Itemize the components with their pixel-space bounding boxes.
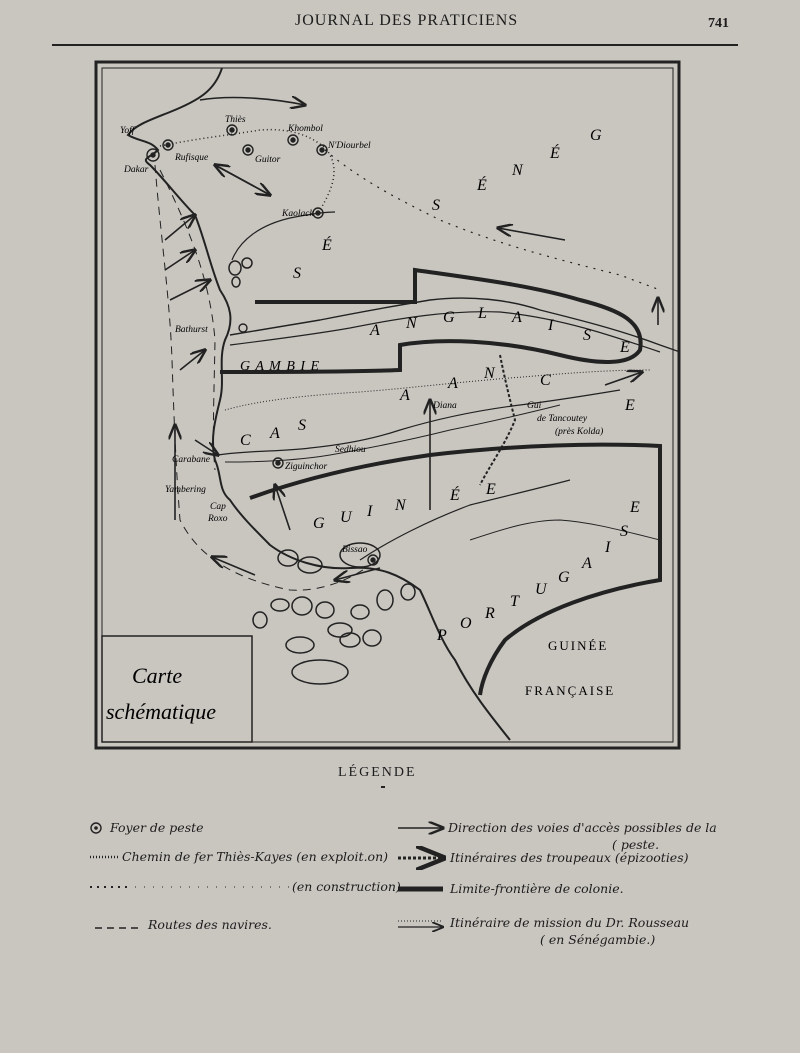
region-anglaise-letter: G [443, 309, 455, 326]
region-anglaise-letter: S [583, 327, 591, 344]
place-bathurst: Bathurst [175, 325, 208, 335]
region-anglaise-letter: I [548, 317, 554, 334]
place-kaolack: Kaolack [282, 209, 314, 219]
journal-title: JOURNAL DES PRATICIENS [295, 12, 519, 29]
region-anglaise-letter: L [478, 305, 487, 322]
place-diana: Diana [433, 401, 457, 411]
region-casamance-letter: A [270, 425, 280, 442]
region-casamance-letter: N [484, 365, 495, 382]
legend-mission-symbol [398, 921, 443, 927]
region-guinee-letter: É [450, 487, 460, 504]
region-portugaise-letter: P [437, 627, 447, 644]
region-portugaise-letter: A [582, 555, 592, 572]
region-gambie: G A M B I E [240, 359, 321, 374]
legend-foyer-label: Foyer de peste [110, 820, 204, 835]
region-portugaise-letter: R [485, 605, 495, 622]
region-portugaise-letter: I [605, 539, 611, 556]
place-guitor: Guitor [255, 155, 281, 165]
region-guinee-francaise-1: GUINÉE [548, 638, 609, 653]
region-casamance-letter: A [400, 387, 410, 404]
legend-direction-label-2: ( peste. [612, 837, 660, 852]
region-portugaise-letter: G [558, 569, 570, 586]
cartouche-line-2: schématique [106, 699, 216, 724]
region-senegal-letter: N [512, 162, 523, 179]
legend-construction-label: (en construction) [292, 879, 401, 894]
legend-railway-label: Chemin de fer Thiès-Kayes (en exploit.on) [122, 849, 389, 864]
place-rufisque: Rufisque [175, 153, 209, 163]
region-guinee-letter: G [313, 515, 325, 532]
place-gui: Gui [527, 401, 542, 411]
place-kolda: (près Kolda) [555, 427, 604, 437]
region-guinee-letter: U [340, 509, 352, 526]
region-guinee-francaise-2: FRANÇAISE [525, 683, 616, 698]
place-carabane: Carabane [172, 455, 210, 465]
region-senegal-letter: É [322, 237, 332, 254]
legend-mission-label: Itinéraire de mission du Dr. Rousseau [450, 915, 690, 930]
region-anglaise-letter: A [370, 322, 380, 339]
legend-herd-label: Itinéraires des troupeaux (épizooties) [450, 850, 689, 865]
place-thies: Thiès [225, 115, 246, 125]
place-roxo: Roxo [208, 514, 228, 524]
legend-direction-label: Direction des voies d'accès possibles de la [448, 820, 717, 835]
region-senegal-letter: S [432, 197, 440, 214]
place-diourbel: N'Diourbel [328, 141, 371, 151]
legend-title: LÉGENDE [338, 765, 417, 780]
region-casamance-letter: C [540, 372, 551, 389]
region-portugaise-letter: E [630, 499, 640, 516]
place-sedhiou: Sedhiou [335, 445, 366, 455]
region-senegal-letter: G [590, 127, 602, 144]
page-number: 741 [708, 16, 729, 31]
region-casamance-letter: C [240, 432, 251, 449]
place-yambering: Yambering [165, 485, 206, 495]
place-dakar: Dakar [124, 165, 149, 175]
region-guinee-letter: E [486, 481, 496, 498]
region-anglaise-letter: E [620, 339, 630, 356]
region-guinee-letter: N [395, 497, 406, 514]
region-senegal-letter: S [293, 265, 301, 282]
region-portugaise-letter: O [460, 615, 472, 632]
place-khombol: Khombol [288, 124, 323, 134]
region-senegal-letter: É [550, 145, 560, 162]
region-casamance-letter: A [448, 375, 458, 392]
region-casamance-letter: S [298, 417, 306, 434]
region-anglaise-letter: N [406, 315, 417, 332]
place-yoff: Yoff [120, 126, 135, 136]
place-cap: Cap [210, 502, 226, 512]
legend-border-label: Limite-frontière de colonie. [450, 881, 624, 896]
region-senegal-letter: É [477, 177, 487, 194]
region-portugaise-letter: U [535, 581, 547, 598]
region-casamance-letter: E [625, 397, 635, 414]
region-portugaise-letter: S [620, 523, 628, 540]
legend-mission-label-2: ( en Sénégambie.) [540, 932, 656, 947]
region-anglaise-letter: A [512, 309, 522, 326]
region-portugaise-letter: T [510, 593, 519, 610]
place-tancouley: de Tancoutey [537, 414, 588, 424]
place-bissao: Bissao [342, 545, 368, 555]
region-guinee-letter: I [367, 503, 373, 520]
place-ziguinchor: Ziguinchor [285, 462, 328, 472]
cartouche-line-1: Carte [132, 663, 183, 688]
legend-ships-label: Routes des navires. [148, 917, 272, 932]
legend-foyer-symbol [91, 823, 101, 833]
